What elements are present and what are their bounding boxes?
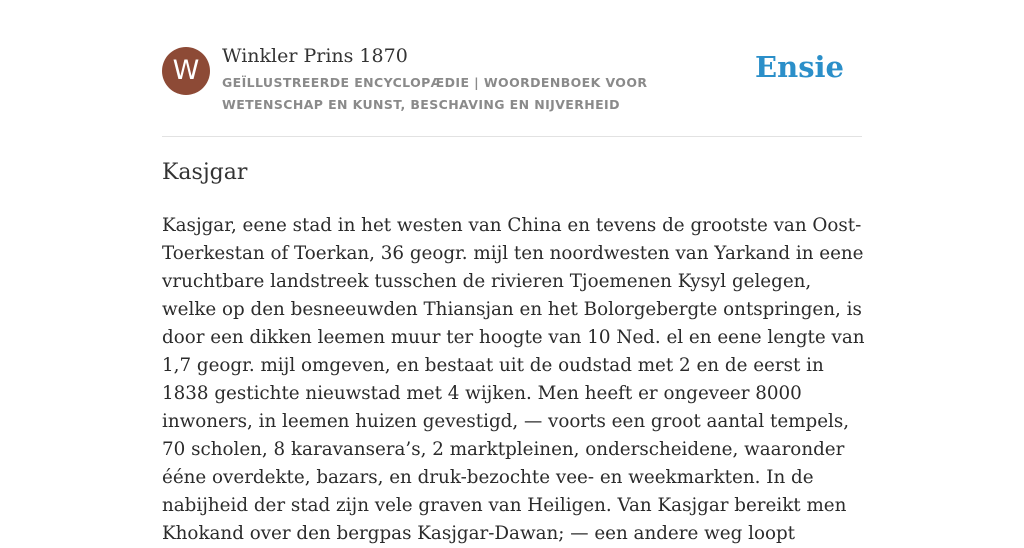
source-avatar[interactable]: W [162,47,210,95]
source-title[interactable]: Winkler Prins 1870 [222,45,408,67]
page [162,0,865,544]
source-subtitle: GEÏLLUSTREERDE ENCYCLOPÆDIE | WOORDENBOEK VOOR WETENSCHAP EN KUNST, BESCHAVING EN NIJVERHEID [222,75,648,112]
entry-body: Kasjgar, eene stad in het westen van China en tevens de grootste van Oost-Toerkestan of Toerkan, 36 geogr. mijl ten noordwesten van Yarkand in eene vruchtbare landstreek tusschen de rivieren Tjoemenen Kysyl gelegen, welke op den besneeuwden Thiansjan en het Bolorgebergte ontspringen, is door een dikken leemen muur ter hoogte van 10 Ned. el en eene lengte van 1,7 geogr. mijl omgeven, en bestaat uit de oudstad met 2 en de eerst in 1838 gestichte nieuwstad met 4 wijken. Men heeft er ongeveer 8000 inwoners, in leemen huizen gevestigd, — voorts een groot aantal tempels, 70 scholen, 8 karavansera’s, 2 marktpleinen, onderscheidene, waaronder ééne overdekte, bazars, en druk-bezochte vee- en weekmarkten. In de nabijheid der stad zijn vele graven van Heiligen. Van Kasjgar bereikt men Khokand over den bergpas Kasjgar-Dawan; — een andere weg loopt [162,215,865,544]
entry-title: Kasjgar [162,160,248,185]
ensie-logo-link[interactable]: Ensie [755,50,844,84]
source-header [162,0,862,137]
